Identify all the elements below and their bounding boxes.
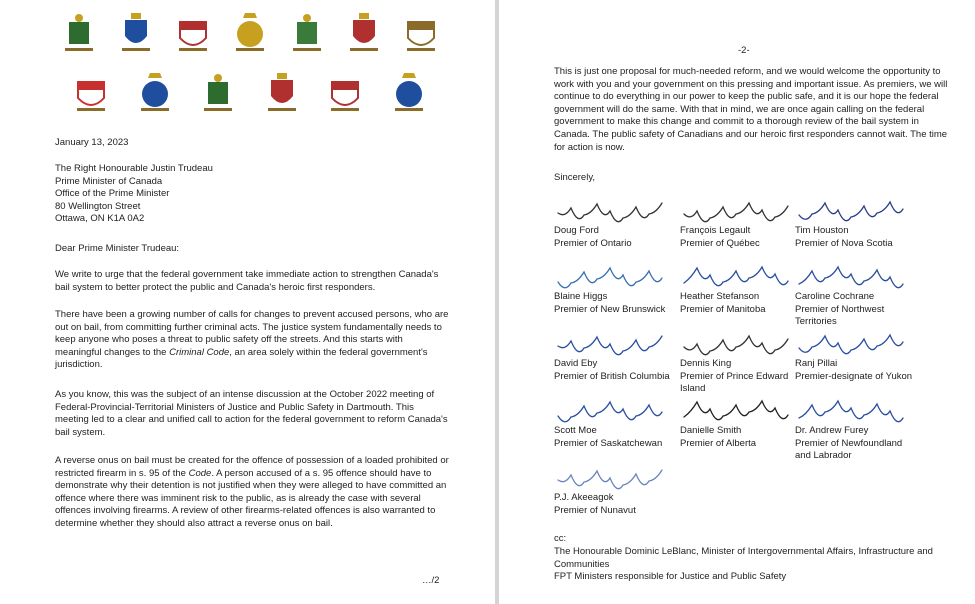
signatory-title: Premier of Northwest Territories — [795, 303, 885, 328]
handwritten-signature — [680, 193, 805, 225]
signatory-title: Premier of Ontario — [554, 237, 632, 249]
nunavut-crest-icon — [390, 70, 428, 116]
signatory — [680, 393, 805, 450]
signatory-title: Premier-designate of Yukon — [795, 370, 913, 382]
signatory-name: Danielle Smith — [680, 425, 742, 436]
signatory-title: Premier of Newfoundland and Labrador — [795, 437, 903, 462]
signatory-title: Premier of Nunavut — [554, 504, 636, 516]
paragraph-4 — [55, 455, 450, 531]
signatory-title: Premier of Québec — [680, 237, 760, 249]
nova-scotia-crest-icon — [174, 10, 212, 56]
address-line: Office of the Prime Minister — [55, 188, 170, 200]
salutation: Dear Prime Minister Trudeau: — [55, 243, 180, 254]
address-line: 80 Wellington Street — [55, 200, 141, 212]
letter-page-2 — [499, 0, 975, 604]
handwritten-signature — [795, 193, 920, 225]
cc-line: FPT Ministers responsible for Justice and Public Safety — [554, 571, 787, 583]
signatory-name: David Eby — [554, 358, 598, 369]
signatory-title: Premier of Nova Scotia — [795, 237, 893, 249]
address-line: The Right Honourable Justin Trudeau — [55, 163, 213, 174]
signatory-name: P.J. Akeeagok — [554, 492, 614, 503]
address-line: Prime Minister of Canada — [55, 175, 163, 187]
signatory-title: Premier of Prince Edward Island — [680, 370, 789, 395]
page-number: -2- — [738, 45, 750, 56]
signatory-name: Tim Houston — [795, 225, 849, 236]
provincial-crests — [60, 10, 440, 130]
signatory — [680, 259, 805, 316]
handwritten-signature — [554, 259, 679, 291]
handwritten-signature — [795, 259, 920, 291]
signatory-title: Premier of Saskatchewan — [554, 437, 663, 449]
code-term: Code — [188, 467, 212, 479]
signatory-name: Dr. Andrew Furey — [795, 425, 869, 436]
crest-row-top — [60, 10, 440, 56]
continued-marker: …/2 — [422, 575, 440, 586]
signatory — [795, 193, 920, 250]
signatory — [554, 326, 679, 383]
manitoba-crest-icon — [288, 10, 326, 56]
handwritten-signature — [554, 460, 679, 492]
closing: Sincerely, — [554, 172, 596, 183]
signatory — [554, 393, 679, 450]
handwritten-signature — [554, 193, 679, 225]
signatory-name: Caroline Cochrane — [795, 291, 875, 302]
signatory-name: Scott Moe — [554, 425, 597, 436]
newfoundland-crest-icon — [263, 70, 301, 116]
address-line: Ottawa, ON K1A 0A2 — [55, 213, 145, 225]
cc-label: cc: — [554, 533, 567, 544]
handwritten-signature — [554, 326, 679, 358]
handwritten-signature — [795, 326, 920, 358]
recipient-address — [55, 163, 450, 226]
signatory-title: Premier of New Brunswick — [554, 303, 666, 315]
criminal-code-term: Criminal Code — [169, 346, 230, 358]
signatory-name: Doug Ford — [554, 225, 599, 236]
pei-crest-icon — [402, 10, 440, 56]
signatory-title: Premier of Manitoba — [680, 303, 766, 315]
nwt-crest-icon — [326, 70, 364, 116]
ontario-crest-icon — [60, 10, 98, 56]
paragraph-2 — [55, 309, 450, 372]
handwritten-signature — [680, 259, 805, 291]
signatory-name: Dennis King — [680, 358, 732, 369]
signatory — [795, 326, 920, 383]
signatory-name: François Legault — [680, 225, 751, 236]
letter-date: January 13, 2023 — [55, 137, 129, 148]
paragraph-4-text: A reverse onus on bail must be created for the offence of possession of a loaded prohibited or restricted firearm in s. 95 of the — [55, 455, 449, 479]
british-columbia-crest-icon — [345, 10, 383, 56]
signatory-name: Blaine Higgs — [554, 291, 608, 302]
signatory — [554, 259, 679, 316]
signatory — [680, 193, 805, 250]
cc-list — [554, 546, 954, 584]
saskatchewan-crest-icon — [72, 70, 110, 116]
signatory — [795, 259, 920, 329]
signatory-name: Ranj Pillai — [795, 358, 838, 369]
cc-line: The Honourable Dominic LeBlanc, Minister of Intergovernmental Affairs, Infrastructure and Communities — [554, 546, 933, 570]
handwritten-signature — [680, 393, 805, 425]
signatory-name: Heather Stefanson — [680, 291, 760, 302]
signatory — [795, 393, 920, 463]
handwritten-signature — [554, 393, 679, 425]
signatory-title: Premier of British Columbia — [554, 370, 670, 382]
handwritten-signature — [680, 326, 805, 358]
signatory-title: Premier of Alberta — [680, 437, 757, 449]
paragraph-1: We write to urge that the federal government take immediate action to strengthen Canada's bail system to better protect the public and Canada's heroic first responders. — [55, 269, 439, 293]
signatory — [680, 326, 805, 396]
signatory — [554, 460, 679, 517]
paragraph-2-text: There have been a growing number of calls for changes to prevent accused persons, who are out on bail, from committing further criminal acts. The justice system fundamentally needs to keep anyone who poses a threat to public safety off the streets. And this starts with meaningful changes to the — [55, 309, 449, 358]
paragraph-3: As you know, this was the subject of an intense discussion at the October 2022 meeting of Federal-Provincial-Territorial Ministers of Justice and Public Safety in Dartmouth. This meeting led to a clear and unified call to action for the federal government to reform Canada's bail system. — [55, 389, 448, 438]
paragraph-4-text-end: . A person accused of a s. 95 offence should have to demonstrate why their detention is not justified when they were alleged to have committed an offence where there was imminent risk to the public, as is already the case with several offences involving firearms. A review of other firearms-related offences is also warranted to determine whether they should also attract a reverse onus on bail. — [55, 467, 447, 529]
crest-row-bottom — [60, 70, 440, 116]
quebec-crest-icon — [117, 10, 155, 56]
yukon-crest-icon — [199, 70, 237, 116]
alberta-crest-icon — [136, 70, 174, 116]
new-brunswick-crest-icon — [231, 10, 269, 56]
signatory — [554, 193, 679, 250]
handwritten-signature — [795, 393, 920, 425]
paragraph-2-text-end: , an area solely within the federal government's jurisdiction. — [55, 346, 428, 371]
paragraph-5: This is just one proposal for much-needed reform, and we would welcome the opportunity to work with you and your government on this pressing and important issue. As premiers, we will continue to do everything in our power to keep the public safe, and it is our hope the federal government will do the same. With that in mind, we are once again calling on the federal government to make this change and commit to a thorough review of the bail system in Canada. The public safety of Canadians and our heroic first responders cannot wait. The time for action is now. — [554, 66, 948, 153]
